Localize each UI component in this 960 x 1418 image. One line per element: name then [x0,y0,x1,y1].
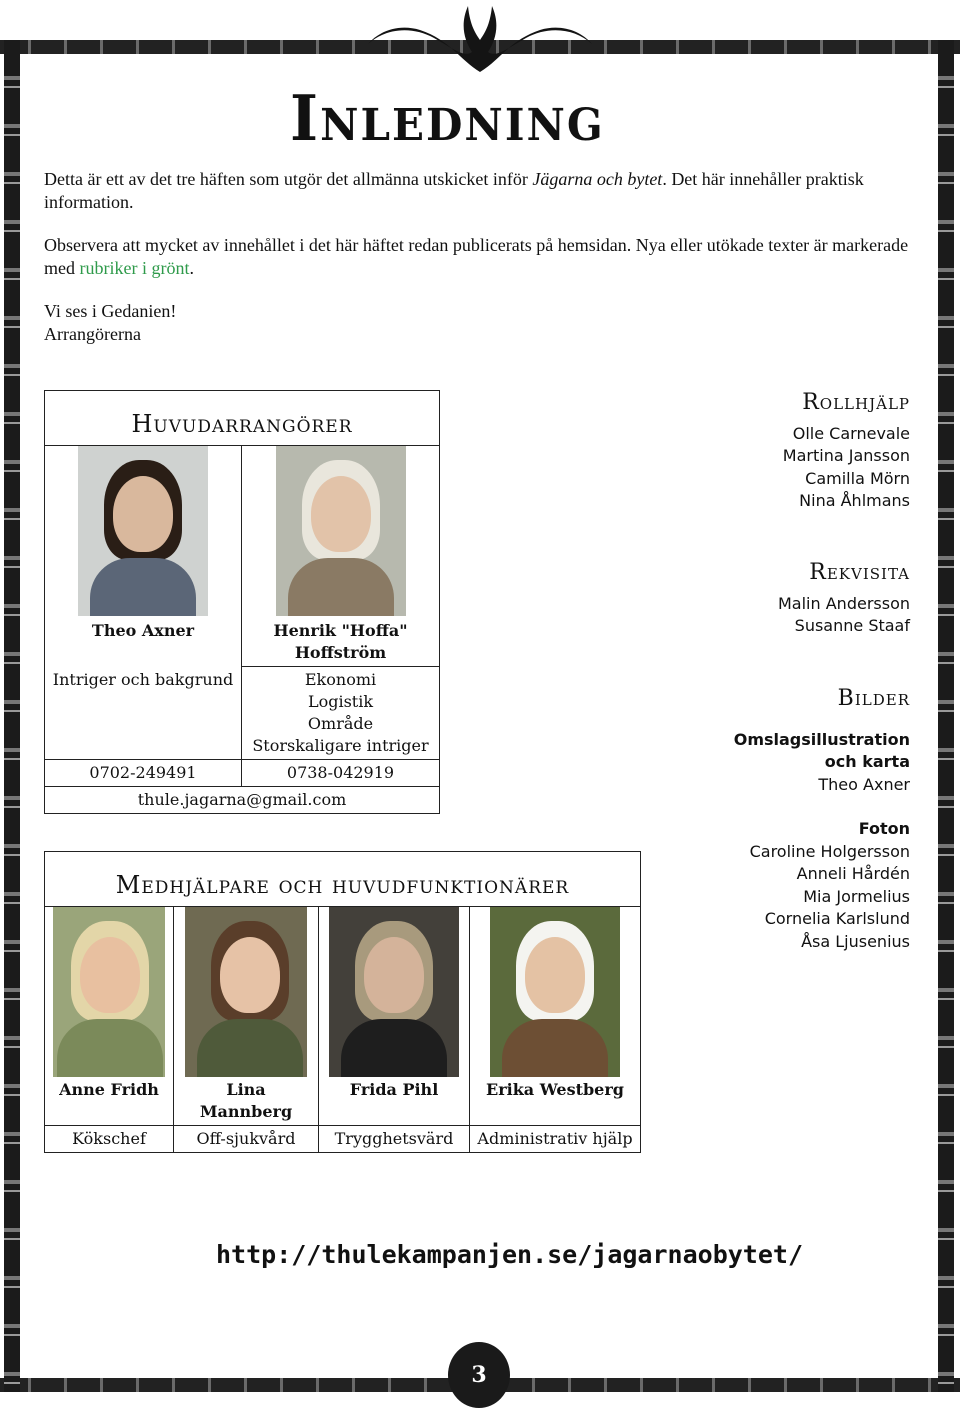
intro-paragraph-2: Observera att mycket av innehållet i det här häftet redan publicerats på hemsidan. Nya eller utökade texter är markerade med rubriker i grönt. [44,235,909,278]
organizer-name: Henrik "Hoffa" Hoffström [242,618,440,667]
helper-name: Erika Westberg [470,1077,641,1126]
helper-role: Trygghetsvärd [319,1126,470,1153]
page-title: Inledning [290,82,605,156]
rekvisita-heading: Rekvisita [809,560,910,585]
organizer-name: Theo Axner [45,618,242,667]
rollhjalp-name: Martina Jansson [782,446,910,465]
helper-photo [329,907,459,1077]
helper-photo [490,907,620,1077]
helper-photo [53,907,165,1077]
helper-name: Lina Mannberg [174,1077,319,1126]
organizer-photo-cell [45,446,242,619]
bilder-section [690,688,910,953]
rekvisita-name: Malin Andersson [778,593,910,613]
helpers-heading: Medhjälpare och huvudfunktionärer [45,852,641,907]
organizer-role: Intriger och bakgrund [45,667,242,760]
helper-role: Kökschef [45,1126,174,1153]
cover-name: Theo Axner [818,774,910,794]
helpers-table [44,851,641,1153]
green-highlight-text: rubriker i grönt [79,258,190,278]
helper-photo-cell [174,907,319,1078]
helper-name: Frida Pihl [319,1077,470,1126]
page-frame-right [938,40,954,1392]
page-frame-left [4,40,20,1392]
main-organizers-table [44,390,440,814]
helper-photo [185,907,307,1077]
photographer-name: Åsa Ljusenius [801,931,910,951]
rollhjalp-name: Camilla Mörn [805,468,910,488]
organizer-photo [78,446,208,616]
bilder-heading: Bilder [837,686,910,711]
photographer-name: Anneli Hårdén [796,864,910,883]
intro-paragraph-1: Detta är ett av det tre häften som utgör det allmänna utskicket inför Jägarna och bytet. Det här innehåller praktisk information. [44,169,864,212]
main-organizers-heading: Huvudarrangörer [45,391,440,446]
helper-photo-cell [319,907,470,1078]
organizer-photo [276,446,406,616]
website-link[interactable]: http://thulekampanjen.se/jagarnaobytet/ [216,1240,803,1269]
page-number: 3 [448,1342,510,1408]
helper-role: Administrativ hjälp [470,1126,641,1153]
rollhjalp-section [690,392,910,513]
photographer-name: Caroline Holgersson [749,841,910,861]
photo-label: Foton [858,819,910,838]
rekvisita-name: Susanne Staaf [794,616,910,635]
rekvisita-section [690,562,910,638]
organizer-email: thule.jagarna@gmail.com [45,787,440,814]
intro-signature: Arrangörerna [44,324,141,344]
helper-role: Off-sjukvård [174,1126,319,1153]
horned-ornament-icon [360,0,600,80]
organizer-photo-cell [242,446,440,619]
cover-label: Omslagsillustration och karta [733,729,910,771]
rollhjalp-name: Olle Carnevale [792,423,910,443]
photographer-name: Cornelia Karlslund [764,909,910,928]
helper-photo-cell [45,907,174,1078]
helper-name: Anne Fridh [45,1077,174,1126]
organizer-phone: 0702-249491 [45,760,242,787]
photographer-name: Mia Jormelius [803,886,910,906]
helper-photo-cell [470,907,641,1078]
intro-greeting: Vi ses i Gedanien! [44,301,177,321]
intro-text [44,168,914,346]
organizer-phone: 0738-042919 [242,760,440,787]
rollhjalp-heading: Rollhjälp [802,390,910,415]
rollhjalp-name: Nina Åhlmans [799,491,910,510]
organizer-roles: Ekonomi Logistik Område Storskaligare intriger [242,667,440,760]
